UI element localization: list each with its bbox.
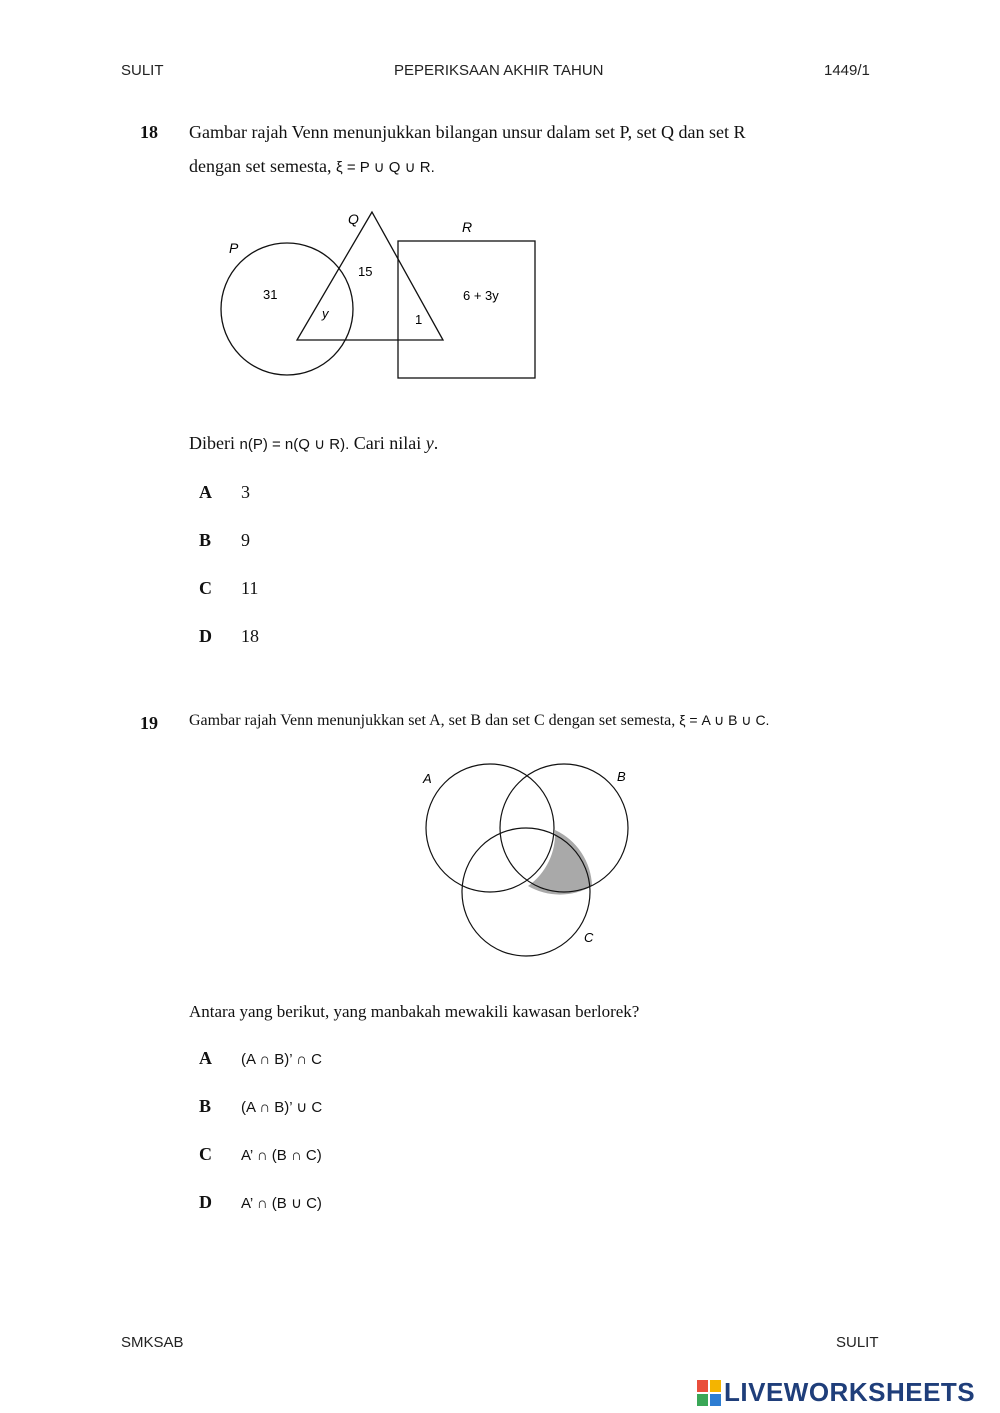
option-19-a[interactable]: A (A ∩ B)’ ∩ C [199, 1048, 323, 1068]
label-r: R [462, 219, 473, 235]
set-p-circle [221, 243, 353, 375]
option-19-d[interactable]: D A’ ∩ (B ∪ C) [199, 1192, 322, 1212]
option-19-b[interactable]: B (A ∩ B)’ ∪ C [199, 1096, 323, 1116]
header-title: PEPERIKSAAN AKHIR TAHUN [394, 62, 604, 79]
label-q: Q [348, 211, 359, 227]
venn-diagram-19 [415, 755, 640, 965]
value-1: 1 [415, 312, 423, 327]
venn-diagram-18 [200, 200, 560, 390]
question-18-line1: Gambar rajah Venn menunjukkan bilangan unsur dalam set P, set Q dan set R [189, 122, 746, 142]
question-18-given: Diberi n(P) = n(Q ∪ R). Cari nilai y. [189, 433, 439, 453]
question-number-18: 18 [140, 122, 158, 142]
label-c: C [584, 930, 594, 945]
footer-sulit: SULIT [836, 1334, 879, 1351]
watermark-text: LIVEWORKSHEETS [724, 1377, 976, 1407]
label-a: A [423, 771, 432, 786]
footer-school: SMKSAB [121, 1334, 184, 1351]
question-19-prompt: Antara yang berikut, yang manbakah mewakili kawasan berlorek? [189, 1002, 640, 1021]
value-r-region: 6 + 3y [463, 288, 499, 303]
option-19-c[interactable]: C A’ ∩ (B ∩ C) [199, 1144, 322, 1164]
set-r-square [398, 241, 535, 378]
liveworksheets-logo-icon [697, 1380, 721, 1406]
value-31: 31 [263, 287, 278, 302]
given-variable: y [425, 433, 434, 453]
universal-set-19: ξ = A ∪ B ∪ C. [679, 712, 770, 728]
option-18-a[interactable]: A 3 [199, 482, 250, 502]
value-y: y [322, 306, 329, 321]
header-left: SULIT [121, 62, 164, 79]
label-b: B [617, 769, 626, 784]
watermark [697, 1377, 975, 1408]
label-p: P [229, 240, 239, 256]
option-18-b[interactable]: B 9 [199, 530, 250, 550]
option-18-c[interactable]: C 11 [199, 578, 259, 598]
question-18-text [189, 115, 746, 185]
value-15: 15 [358, 264, 373, 279]
option-18-d[interactable]: D 18 [199, 626, 259, 646]
question-number-19: 19 [140, 713, 158, 733]
question-19-text: Gambar rajah Venn menunjukkan set A, set B dan set C dengan set semesta, ξ = A ∪ B ∪ C. [189, 712, 770, 729]
question-18-line2: dengan set semesta, ξ = P ∪ Q ∪ R. [189, 156, 435, 176]
header-code: 1449/1 [824, 62, 870, 79]
universal-set-18: ξ = P ∪ Q ∪ R. [335, 159, 435, 176]
set-a-circle [426, 764, 554, 892]
given-equation: n(P) = n(Q ∪ R). [239, 436, 350, 453]
